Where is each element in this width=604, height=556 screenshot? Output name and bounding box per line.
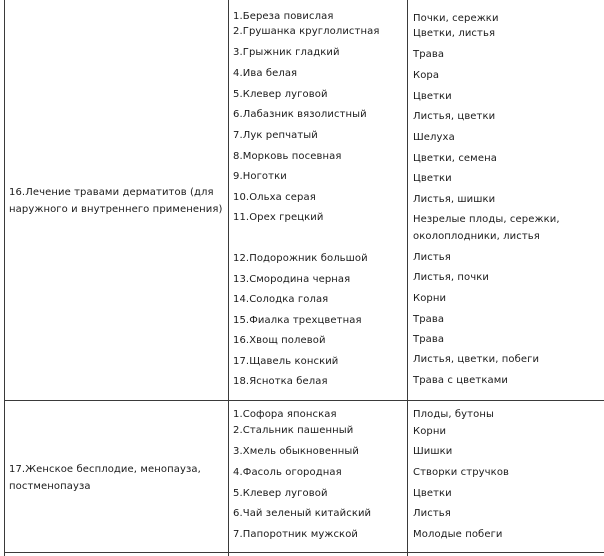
plant-name: 5.Клевер луговой	[233, 488, 328, 499]
plant-part: Листья, почки	[413, 272, 490, 283]
plant-part: Трава	[413, 334, 445, 345]
column-divider-plant	[228, 0, 229, 556]
plant-name: 7.Папоротник мужской	[233, 529, 359, 540]
plant-part: Молодые побеги	[413, 529, 503, 540]
table-border-left	[4, 0, 5, 556]
plant-name: 18.Яснотка белая	[233, 376, 328, 387]
plant-name: 1.Софора японская	[233, 409, 337, 420]
plant-part: Незрелые плоды, сережки,	[413, 214, 560, 225]
plant-name: 7.Лук репчатый	[233, 130, 318, 141]
plant-part: Цветки	[413, 91, 452, 102]
plant-name: 6.Лабазник вязолистный	[233, 109, 367, 120]
plant-name: 8.Морковь посевная	[233, 151, 342, 162]
plant-part: Корни	[413, 293, 447, 304]
plant-part: Листья	[413, 508, 451, 519]
plant-part: околоплодники, листья	[413, 231, 540, 242]
plant-name: 9.Ноготки	[233, 171, 287, 182]
plant-part: Цветки, листья	[413, 28, 496, 39]
plant-name: 1.Береза повислая	[233, 11, 334, 22]
plant-name: 10.Ольха серая	[233, 192, 316, 203]
plant-name: 16.Хвощ полевой	[233, 335, 326, 346]
plant-name: 6.Чай зеленый китайский	[233, 508, 372, 519]
plant-name: 2.Грушанка круглолистная	[233, 26, 380, 37]
plant-name: 13.Смородина черная	[233, 274, 351, 285]
plant-name: 5.Клевер луговой	[233, 89, 328, 100]
plant-name: 17.Щавель конский	[233, 356, 339, 367]
table-border-bottom	[4, 552, 604, 553]
plant-part: Трава	[413, 49, 445, 60]
plant-part: Плоды, бутоны	[413, 409, 494, 420]
plant-part: Листья, цветки, побеги	[413, 354, 540, 365]
plant-part: Шелуха	[413, 132, 455, 143]
plant-name: 15.Фиалка трехцветная	[233, 315, 362, 326]
column-divider-part	[407, 0, 408, 556]
plant-part: Шишки	[413, 446, 453, 457]
plant-part: Трава с цветками	[413, 375, 508, 386]
condition-title: 16.Лечение травами дерматитов (для	[9, 187, 214, 198]
plant-part: Цветки	[413, 488, 452, 499]
plant-name: 11.Орех грецкий	[233, 212, 324, 223]
plant-name: 2.Стальник пашенный	[233, 425, 354, 436]
condition-title: постменопауза	[9, 481, 91, 492]
plant-name: 4.Фасоль огородная	[233, 467, 342, 478]
plant-part: Листья, цветки	[413, 111, 496, 122]
plant-name: 12.Подорожник большой	[233, 253, 368, 264]
plant-part: Корни	[413, 426, 447, 437]
plant-part: Почки, сережки	[413, 13, 499, 24]
plant-part: Трава	[413, 314, 445, 325]
plant-name: 3.Хмель обыкновенный	[233, 446, 359, 457]
condition-title: наружного и внутреннего применения)	[9, 204, 223, 215]
plant-part: Листья, шишки	[413, 194, 496, 205]
plant-part: Листья	[413, 252, 451, 263]
plant-name: 4.Ива белая	[233, 68, 298, 79]
plant-name: 14.Солодка голая	[233, 294, 329, 305]
section-divider	[4, 400, 604, 401]
plant-part: Створки стручков	[413, 467, 510, 478]
plant-part: Кора	[413, 70, 440, 81]
plant-part: Цветки, семена	[413, 153, 497, 164]
condition-title: 17.Женское бесплодие, менопауза,	[9, 464, 201, 475]
plant-name: 3.Грыжник гладкий	[233, 47, 340, 58]
plant-part: Цветки	[413, 173, 452, 184]
